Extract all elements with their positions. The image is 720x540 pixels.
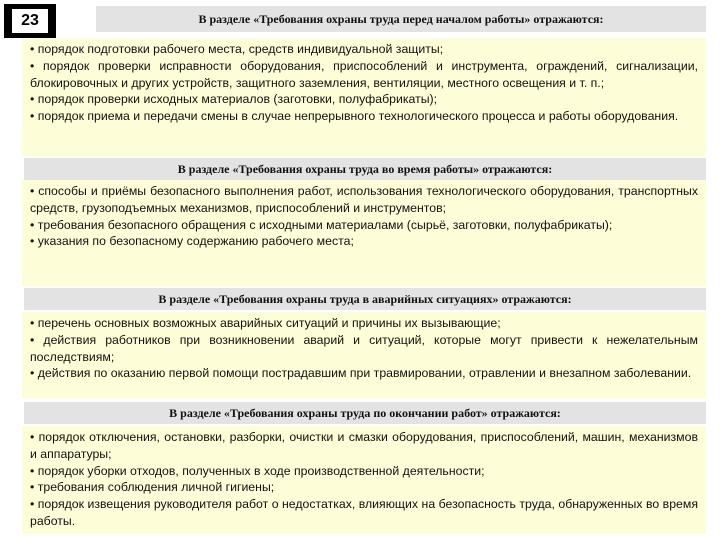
list-item: • способы и приёмы безопасного выполнения работ, использования технологического оборудования, транспортных средств, грузоподъемных механизмов, приспособлений и инструментов; [30,184,698,215]
list-item: • действия работников при возникновении аварий и ситуаций, которые могут привести к нежелательным последствиям; [30,332,698,364]
list-item: • порядок проверки исправности оборудования, приспособлений и инструмента, ограждений, сигнализации, блокировочных и других устройств, защитного заземления, вентиляции, местного освещения и т. п.; [30,58,698,90]
list-item: • указания по безопасному содержанию рабочего места; [30,234,354,249]
section-header-emergency: В разделе «Требования охраны труда в аварийных ситуациях» отражаются: [24,288,706,310]
list-item: • требования соблюдения личной гигиены; [30,480,275,495]
list-item: • порядок приема и передачи смены в случае непрерывного технологического процесса и работы оборудования. [30,109,679,124]
section-header-during-work: В разделе «Требования охраны труда во время работы» отражаются: [24,158,706,180]
section-body-emergency [22,312,706,398]
section-header-before-work: В разделе «Требования охраны труда перед началом работы» отражаются: [96,6,706,32]
slide-number-badge [4,4,56,38]
list-item: • требования безопасного обращения с исходными материалами (сырьё, заготовки, полуфабрикаты); [30,217,613,232]
section-header-after-work: В разделе «Требования охраны труда по окончании работ» отражаются: [24,402,706,424]
list-item: • порядок уборки отходов, полученных в ходе производственной деятельности; [30,463,485,478]
list-item: • порядок подготовки рабочего места, средств индивидуальной защиты; [30,42,444,56]
list-item: • порядок отключения, остановки, разборки, очистки и смазки оборудования, приспособлений, машин, механизмов и аппаратуры; [30,430,698,461]
section-body-after-work [22,426,706,534]
list-item: • действия по оказанию первой помощи пострадавшим при травмировании, отравлении и внезапном заболевании. [30,366,692,381]
slide-number: 23 [12,9,48,33]
list-item: • перечень основных возможных аварийных ситуаций и причины их вызывающие; [30,316,501,330]
section-body-during-work [22,180,706,286]
list-item: • порядок извещения руководителя работ о недостатках, влияющих на безопасность труда, обнаруженных во время работы. [30,497,698,528]
section-body-before-work [22,38,706,156]
list-item: • порядок проверки исходных материалов (заготовки, полуфабрикаты); [30,92,438,107]
